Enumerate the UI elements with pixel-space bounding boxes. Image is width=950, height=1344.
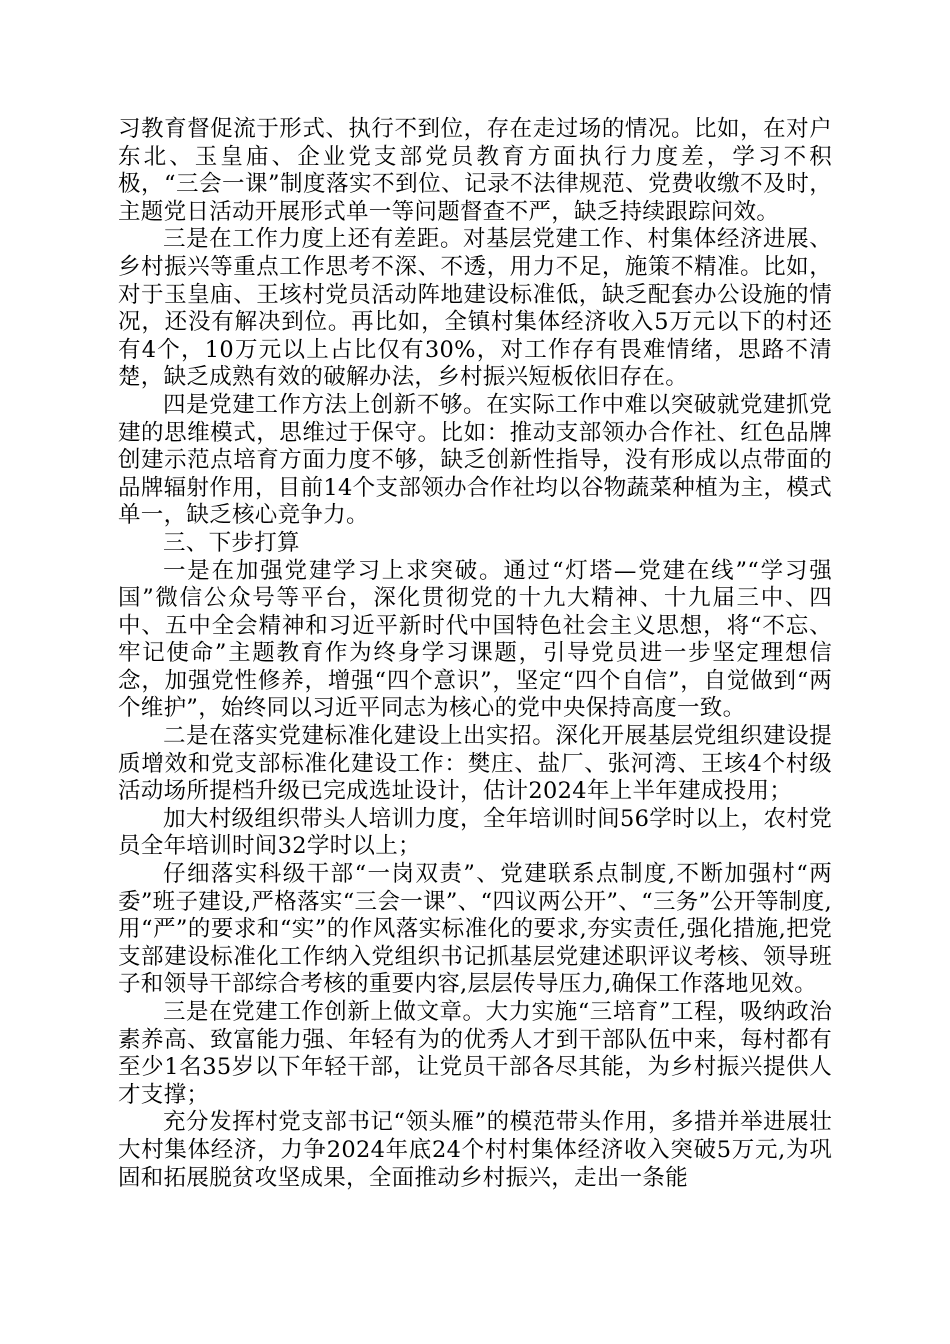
paragraph-continuation: 习教育督促流于形式、执行不到位，存在走过场的情况。比如，在对户东北、玉皇庙、企业党支部党员教育方面执行力度差，学习不积极，“三会一课”制度落实不到位、记录不法律规范、党费收缴不及时，主题党日活动开展形式单一等问题督查不严，缺乏持续跟踪问效。 — [118, 116, 832, 225]
section-heading-next-steps: 三、下步打算 — [163, 529, 300, 556]
paragraph-plan-two: 二是在落实党建标准化建设上出实招。深化开展基层党组织建设提质增效和党支部标准化建设工作：樊庄、盐厂、张河湾、王垓4个村级活动场所提档升级已完成选址设计，估计2024年上半年建成投用； — [118, 723, 832, 805]
paragraph-point-four: 四是党建工作方法上创新不够。在实际工作中难以突破就党建抓党建的思维模式，思维过于保守。比如：推动支部领办合作社、红色品牌创建示范点培育方面力度不够，缺乏创新性指导，没有形成以点带面的品牌辐射作用，目前14个支部领办合作社均以谷物蔬菜种植为主，模式单一，缺乏核心竞争力。 — [118, 391, 832, 529]
paragraph-plan-three: 三是在党建工作创新上做文章。大力实施“三培育”工程，吸纳政治素养高、致富能力强、年轻有为的优秀人才到干部队伍中来，每村都有至少1名35岁以下年轻干部，让党员干部各尽其能，为乡村振兴提供人才支撑； — [118, 999, 832, 1108]
paragraph-training: 加大村级组织带头人培训力度，全年培训时间56学时以上，农村党员全年培训时间32学时以上； — [118, 805, 832, 860]
paragraph-responsibility: 仔细落实科级干部“一岗双责”、党建联系点制度,不断加强村“两委”班子建设,严格落实“三会一课”、“四议两公开”、“三务”公开等制度,用“严”的要求和“实”的作风落实标准化的要求,夯实责任,强化措施,把党支部建设标准化工作纳入党组织书记抓基层党建述职评议考核、领导班子和领导干部综合考核的重要内容,层层传导压力,确保工作落地见效。 — [118, 861, 832, 998]
paragraph-plan-one: 一是在加强党建学习上求突破。通过“灯塔—党建在线”“学习强国”微信公众号等平台，深化贯彻党的十九大精神、十九届三中、四中、五中全会精神和习近平新时代中国特色社会主义思想，将“不忘、牢记使命”主题教育作为终身学习课题，引导党员进一步坚定理想信念，加强党性修养，增强“四个意识”，坚定“四个自信”，自觉做到“两个维护”，始终同以习近平同志为核心的党中央保持高度一致。 — [118, 557, 832, 722]
paragraph-village-economy: 充分发挥村党支部书记“领头雁”的模范带头作用，多措并举进展壮大村集体经济，力争2024年底24个村村集体经济收入突破5万元,为巩固和拓展脱贫攻坚成果，全面推动乡村振兴，走出一条能 — [118, 1109, 832, 1191]
document-body — [118, 116, 832, 1192]
paragraph-point-three: 三是在工作力度上还有差距。对基层党建工作、村集体经济进展、乡村振兴等重点工作思考不深、不透，用力不足，施策不精准。比如，对于玉皇庙、王垓村党员活动阵地建设标准低，缺乏配套办公设施的情况，还没有解决到位。再比如，全镇村集体经济收入5万元以下的村还有4个，10万元以上占比仅有30%，对工作存有畏难情绪，思路不清楚，缺乏成熟有效的破解办法，乡村振兴短板依旧存在。 — [118, 226, 832, 391]
